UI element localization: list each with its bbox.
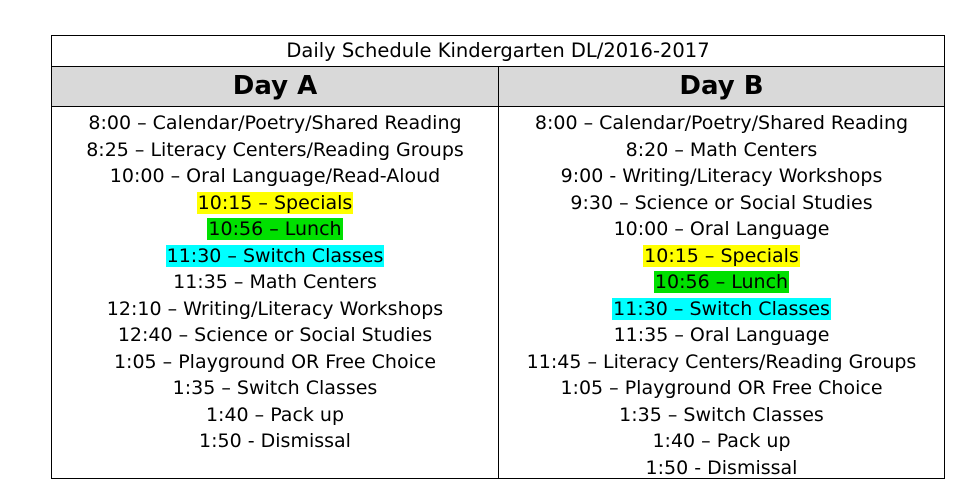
schedule-item bbox=[52, 190, 498, 217]
schedule-item-text: 10:56 – Lunch bbox=[654, 271, 789, 293]
schedule-item-text: 1:35 – Switch Classes bbox=[172, 377, 378, 399]
schedule-item bbox=[499, 269, 944, 296]
schedule-item-text: 11:35 – Oral Language bbox=[613, 324, 830, 346]
schedule-item bbox=[499, 190, 944, 217]
day-a-schedule-list bbox=[52, 110, 498, 455]
schedule-item bbox=[52, 216, 498, 243]
schedule-item-text: 1:35 – Switch Classes bbox=[619, 403, 824, 426]
schedule-item-text: 9:30 – Science or Social Studies bbox=[570, 191, 873, 214]
schedule-item bbox=[499, 163, 944, 190]
schedule-item bbox=[499, 216, 944, 243]
schedule-item-text: 1:50 - Dismissal bbox=[645, 456, 798, 479]
schedule-item-text: 8:20 – Math Centers bbox=[625, 138, 818, 161]
schedule-item-text: 1:50 - Dismissal bbox=[199, 430, 351, 452]
schedule-item bbox=[499, 455, 944, 482]
schedule-title: Daily Schedule Kindergarten DL/2016-2017 bbox=[52, 36, 944, 67]
schedule-item bbox=[52, 349, 498, 376]
schedule-item bbox=[499, 243, 944, 270]
schedule-item-text: 8:00 – Calendar/Poetry/Shared Reading bbox=[88, 112, 462, 134]
schedule-item-text: 1:40 – Pack up bbox=[205, 403, 345, 426]
schedule-item-text: 10:00 – Oral Language bbox=[613, 218, 830, 240]
schedule-item-text: 11:30 – Switch Classes bbox=[166, 244, 384, 267]
schedule-item bbox=[52, 428, 498, 455]
schedule-item-text: 8:25 – Literacy Centers/Reading Groups bbox=[86, 138, 464, 161]
schedule-item-text: 9:00 - Writing/Literacy Workshops bbox=[560, 165, 883, 187]
schedule-item bbox=[52, 163, 498, 190]
schedule-item-text: 11:45 – Literacy Centers/Reading Groups bbox=[526, 350, 917, 373]
schedule-item bbox=[499, 428, 944, 455]
schedule-item bbox=[52, 137, 498, 164]
schedule-item-text: 1:05 – Playground OR Free Choice bbox=[560, 377, 883, 399]
schedule-item bbox=[499, 322, 944, 349]
schedule-item bbox=[499, 137, 944, 164]
schedule-item bbox=[499, 402, 944, 429]
schedule-item bbox=[52, 269, 498, 296]
schedule-item bbox=[52, 243, 498, 270]
schedule-item bbox=[52, 296, 498, 323]
day-b-schedule-list bbox=[499, 110, 944, 481]
schedule-item bbox=[499, 375, 944, 402]
schedule-item-text: 11:35 – Math Centers bbox=[173, 271, 377, 293]
schedule-item-text: 8:00 – Calendar/Poetry/Shared Reading bbox=[534, 112, 909, 134]
day-b-heading: Day B bbox=[499, 67, 944, 107]
schedule-item-text: 10:15 – Specials bbox=[197, 191, 353, 214]
schedule-item-text: 10:15 – Specials bbox=[644, 244, 799, 267]
schedule-item bbox=[52, 110, 498, 137]
schedule-item bbox=[52, 322, 498, 349]
schedule-item bbox=[499, 349, 944, 376]
day-a-heading: Day A bbox=[52, 67, 498, 107]
schedule-item-text: 10:00 – Oral Language/Read-Aloud bbox=[109, 165, 441, 187]
schedule-table bbox=[51, 35, 945, 479]
schedule-item bbox=[499, 296, 944, 323]
schedule-item-text: 11:30 – Switch Classes bbox=[613, 297, 830, 320]
schedule-item bbox=[499, 110, 944, 137]
schedule-item-text: 10:56 – Lunch bbox=[208, 218, 342, 240]
schedule-item bbox=[52, 375, 498, 402]
schedule-item-text: 1:05 – Playground OR Free Choice bbox=[113, 350, 437, 373]
schedule-item-text: 1:40 – Pack up bbox=[652, 430, 791, 452]
schedule-item bbox=[52, 402, 498, 429]
schedule-item-text: 12:10 – Writing/Literacy Workshops bbox=[106, 297, 444, 320]
schedule-item-text: 12:40 – Science or Social Studies bbox=[117, 324, 433, 346]
